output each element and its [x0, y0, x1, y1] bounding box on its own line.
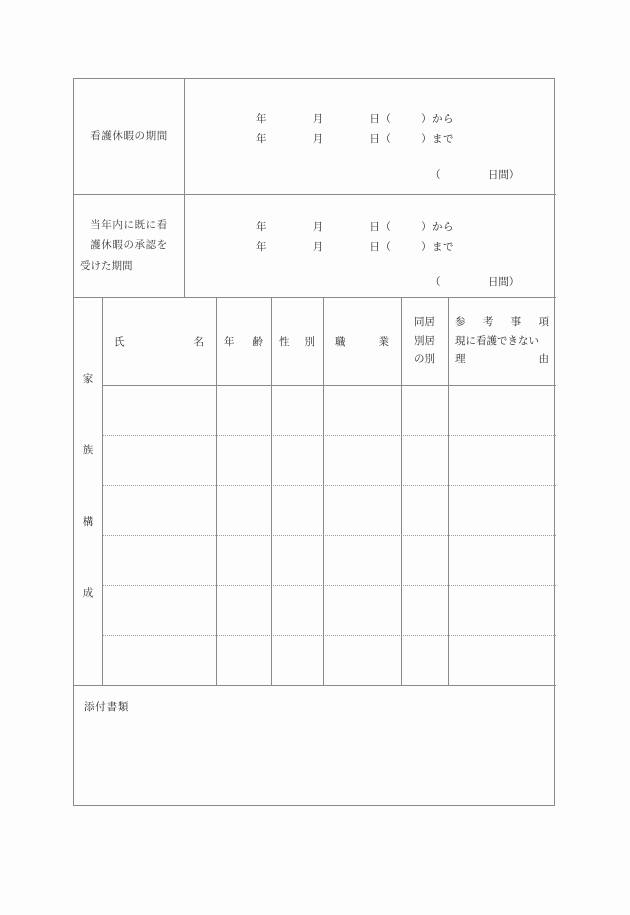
period-1-from-month: 月 — [312, 113, 324, 125]
period-1-from-suffix: ）から — [421, 113, 455, 125]
period-1-from-line — [256, 111, 454, 126]
column-header-remarks-line-3 — [455, 350, 549, 369]
family-row-divider-5 — [102, 635, 556, 636]
row1-label-divider — [184, 79, 185, 194]
period-label-2-line-1: 当年内に既に看 — [90, 218, 168, 231]
family-vertical-label — [74, 297, 102, 685]
family-label-char-1: 家 — [82, 372, 94, 385]
period-body-cell-1 — [184, 79, 556, 194]
column-header-remarks-reason-char-2: 由 — [538, 353, 549, 366]
period-1-to-suffix: ）まで — [421, 133, 455, 145]
period-2-from-suffix: ）から — [421, 221, 455, 233]
column-header-remarks-char-1: 参 — [455, 315, 466, 328]
column-header-occupation — [323, 297, 401, 385]
column-header-age-char-2: 齢 — [252, 335, 263, 348]
nursing-leave-form-table — [73, 78, 555, 806]
period-2-days-open: （ — [430, 276, 441, 288]
attachment-label: 添付書類 — [84, 701, 130, 713]
family-row-divider-1 — [102, 435, 556, 436]
period-1-to-line — [256, 131, 454, 146]
attachment-section — [74, 685, 556, 807]
family-row-divider-3 — [102, 535, 556, 536]
column-header-cohabitation-line-2: 別居 — [414, 334, 435, 347]
period-1-to-year: 年 — [256, 133, 267, 145]
column-header-cohabitation — [401, 297, 448, 385]
period-2-to-month: 月 — [312, 241, 324, 253]
row2-label-divider — [184, 194, 185, 297]
period-2-to-day: 日（ — [369, 241, 392, 253]
period-2-days-unit: 日間） — [487, 276, 520, 288]
column-header-remarks-line-1 — [455, 313, 549, 332]
period-1-from-day: 日（ — [369, 113, 392, 125]
period-2-from-line — [256, 219, 454, 234]
period-body-cell-2 — [184, 194, 556, 297]
column-header-remarks-char-3: 事 — [510, 315, 522, 328]
period-2-from-day: 日（ — [369, 221, 392, 233]
family-col-rule-age — [271, 297, 272, 685]
period-2-from-month: 月 — [312, 221, 324, 233]
column-header-gender-char-2: 別 — [304, 335, 315, 348]
family-row-divider-4 — [102, 585, 556, 586]
period-label-1-line-1: 看護休暇の期間 — [90, 130, 168, 143]
column-header-remarks-char-4: 項 — [538, 315, 549, 328]
column-header-remarks — [448, 297, 556, 385]
column-header-name-char-2: 名 — [193, 335, 204, 348]
period-1-to-day: 日（ — [369, 133, 392, 145]
period-1-days-unit: 日間） — [487, 169, 520, 181]
family-col-rule-name — [216, 297, 217, 685]
period-label-2-line-2: 護休暇の承認を — [90, 239, 168, 252]
period-2-days-line — [430, 274, 519, 289]
column-header-gender — [271, 297, 323, 385]
column-header-occupation-char-1: 職 — [335, 335, 346, 348]
period-2-to-suffix: ）まで — [421, 241, 455, 253]
family-label-char-2: 族 — [82, 444, 94, 456]
family-col-rule-occupation — [401, 297, 402, 685]
column-header-gender-char-1: 性 — [279, 335, 290, 348]
column-header-cohabitation-line-3: の別 — [414, 353, 435, 366]
period-label-cell-2 — [74, 194, 184, 297]
family-col-rule-cohabitation — [448, 297, 449, 685]
family-col-rule-vertical-label — [102, 297, 103, 685]
period-2-to-line — [256, 239, 454, 254]
period-1-days-open: （ — [430, 169, 441, 181]
period-label-2-line-3: 受けた期間 — [80, 259, 133, 272]
attachment-value[interactable] — [84, 723, 544, 797]
column-header-name — [102, 297, 216, 385]
period-1-to-month: 月 — [312, 133, 324, 145]
period-1-days-line — [430, 167, 519, 182]
period-label-cell-1 — [74, 79, 184, 194]
family-col-rule-gender — [323, 297, 324, 685]
family-row-divider-2 — [102, 485, 556, 486]
period-1-from-year: 年 — [256, 113, 267, 125]
period-2-to-year: 年 — [256, 241, 267, 253]
column-header-cohabitation-line-1: 同居 — [414, 316, 435, 329]
column-header-age-char-1: 年 — [224, 335, 235, 348]
column-header-name-char-1: 氏 — [114, 335, 125, 348]
family-label-char-3: 構 — [82, 515, 94, 528]
period-2-from-year: 年 — [256, 221, 267, 233]
column-header-remarks-reason-char-1: 理 — [455, 353, 466, 366]
column-header-occupation-char-2: 業 — [378, 335, 389, 348]
column-header-remarks-line-2: 現に看護できない — [455, 334, 539, 347]
family-label-char-4: 成 — [82, 587, 94, 599]
column-header-age — [216, 297, 271, 385]
family-header-bottom-rule — [102, 385, 556, 386]
column-header-remarks-char-2: 考 — [482, 315, 494, 328]
